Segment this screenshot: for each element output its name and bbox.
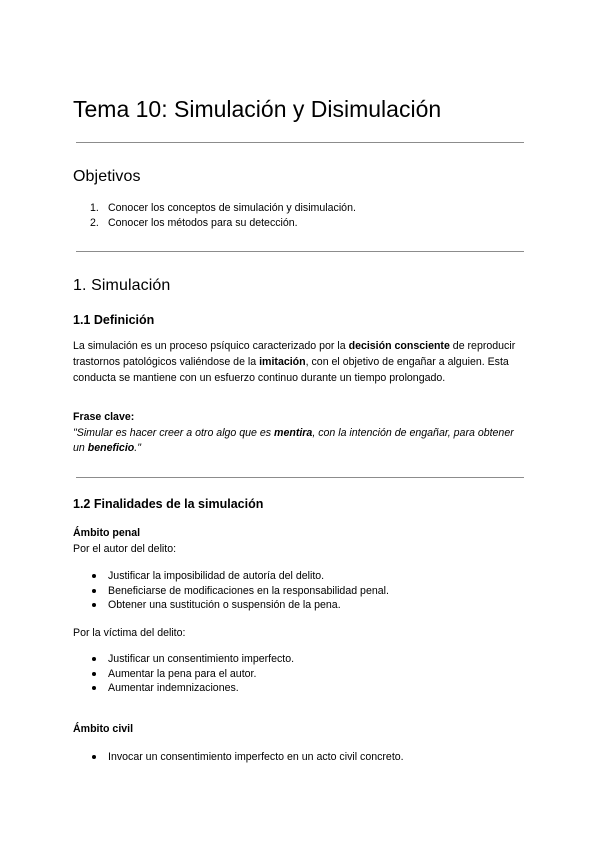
bullet-icon	[92, 686, 96, 690]
bold-term: beneficio	[87, 442, 135, 454]
item-text: Aumentar indemnizaciones.	[108, 682, 239, 694]
item-text: Invocar un consentimiento imperfecto en un acto civil concreto.	[108, 751, 404, 763]
ambito-civil-label: Ámbito civil	[73, 723, 134, 735]
bold-term: imitación	[259, 356, 306, 368]
list-item	[108, 598, 389, 613]
list-item	[108, 681, 294, 696]
autor-intro: Por el autor del delito:	[73, 543, 177, 555]
list-item	[90, 216, 356, 231]
text-run: "Simular es hacer creer a otro algo que es	[73, 427, 275, 439]
list-item	[108, 652, 294, 667]
item-number: 2.	[90, 216, 99, 229]
definition-paragraph	[73, 338, 528, 386]
item-text: Justificar la imposibilidad de autoría del delito.	[108, 570, 325, 582]
bullet-icon	[92, 603, 96, 607]
item-text: Justificar un consentimiento imperfecto.	[108, 653, 295, 665]
item-text: Conocer los métodos para su detección.	[108, 216, 298, 229]
victima-intro: Por la víctima del delito:	[73, 627, 186, 639]
subsection-heading: 1.2 Finalidades de la simulación	[73, 497, 264, 511]
bold-term: mentira	[274, 427, 313, 439]
bullet-icon	[92, 755, 96, 759]
section-heading: 1. Simulación	[73, 277, 171, 294]
bullet-icon	[92, 657, 96, 661]
list-item	[90, 201, 356, 216]
text-run: La simulación es un proceso psíquico caracterizado por la	[73, 340, 349, 352]
text-run: , con la intención de engañar, para obtener un	[73, 427, 514, 454]
autor-list	[108, 569, 389, 613]
divider	[76, 477, 524, 478]
key-quote	[73, 426, 528, 456]
item-text: Conocer los conceptos de simulación y disimulación.	[108, 202, 356, 214]
objetivos-heading: Objetivos	[73, 168, 141, 185]
ambito-penal-label: Ámbito penal	[73, 527, 141, 539]
victima-list	[108, 652, 294, 696]
page-title: Tema 10: Simulación y Disimulación	[73, 96, 442, 122]
bullet-icon	[92, 672, 96, 676]
divider	[76, 142, 524, 143]
text-run: de reproducir trastornos patológicos valiéndose de la	[73, 340, 516, 368]
list-item	[108, 569, 389, 584]
objetivos-list	[90, 201, 356, 230]
civil-list	[108, 750, 404, 765]
list-item	[108, 584, 389, 599]
list-item	[108, 750, 404, 765]
subsection-heading: 1.1 Definición	[73, 313, 155, 327]
item-text: Beneficiarse de modificaciones en la responsabilidad penal.	[108, 584, 389, 597]
list-item	[108, 667, 294, 682]
bold-term: decisión consciente	[348, 340, 450, 352]
frase-clave-label: Frase clave:	[73, 411, 135, 423]
item-text: Aumentar la pena para el autor.	[108, 667, 257, 680]
bullet-icon	[92, 574, 96, 578]
item-number: 1.	[90, 202, 99, 214]
text-run: ."	[134, 442, 141, 454]
bullet-icon	[92, 589, 96, 593]
item-text: Obtener una sustitución o suspensión de la pena.	[108, 599, 341, 611]
divider	[76, 251, 524, 252]
text-run: , con el objetivo de engañar a alguien. Esta conducta se mantiene con un esfuerzo continuo durante un tiempo prolongado.	[73, 356, 509, 384]
